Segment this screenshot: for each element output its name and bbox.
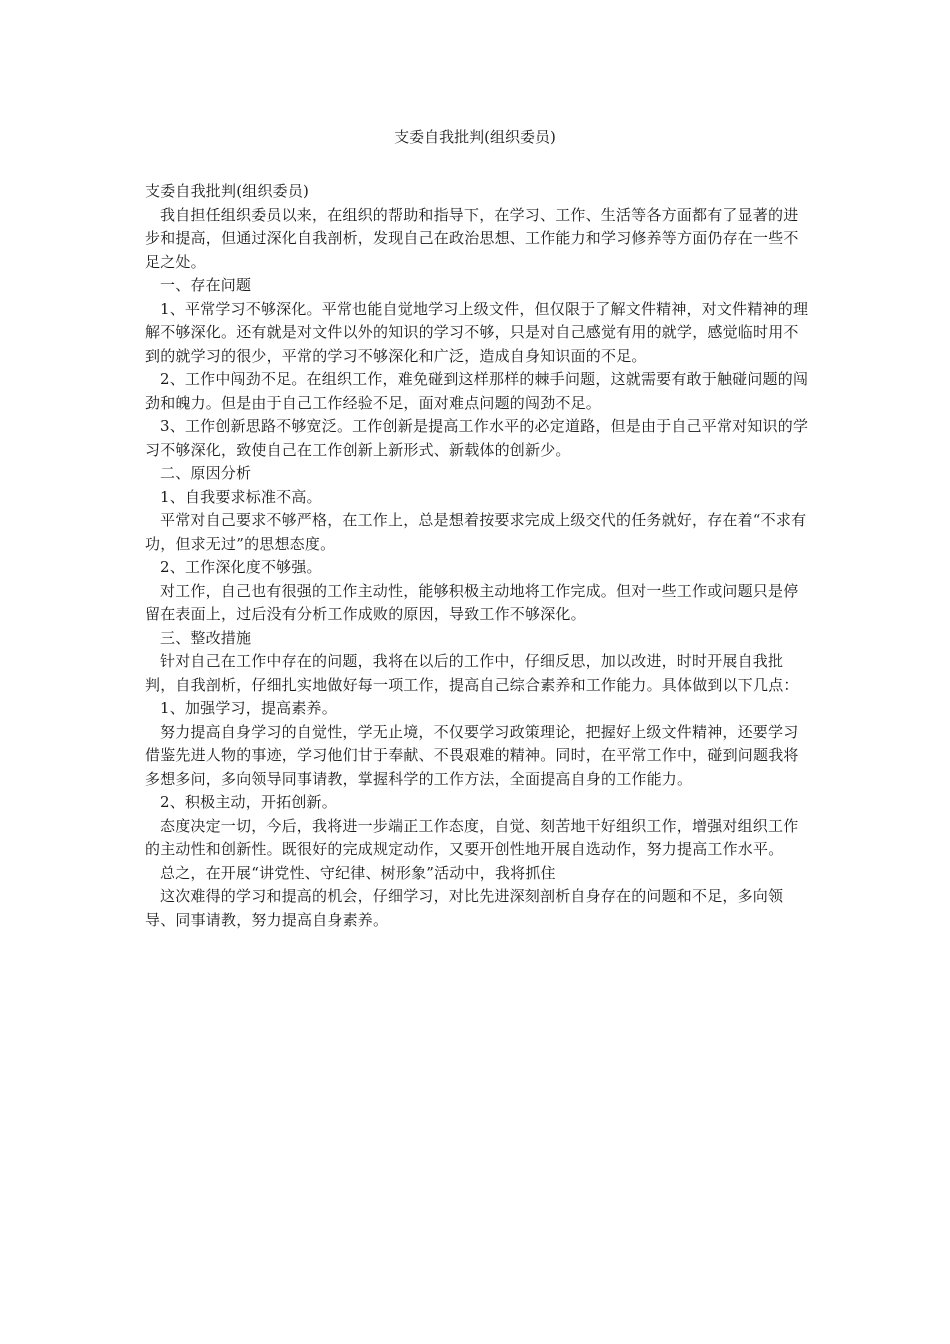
paragraph-conclusion-2: 这次难得的学习和提高的机会，仔细学习，对比先进深刻剖析自身存在的问题和不足，多向领导、同事请教，努力提高自身素养。 <box>145 887 784 929</box>
paragraph-problem-3: 3、工作创新思路不够宽泛。工作创新是提高工作水平的必定道路，但是由于自己平常对知识的学习不够深化，致使自己在工作创新上新形式、新载体的创新少。 <box>145 417 809 459</box>
document-body <box>145 180 809 932</box>
paragraph-conclusion-1: 总之，在开展“讲党性、守纪律、树形象”活动中，我将抓住 <box>160 863 556 882</box>
paragraph-cause-2: 对工作，自己也有很强的工作主动性，能够积极主动地将工作完成。但对一些工作或问题只是停留在表面上，过后没有分析工作成败的原因，导致工作不够深化。 <box>145 581 799 623</box>
measure-2-heading: 2、积极主动，开拓创新。 <box>160 793 337 811</box>
paragraph-subtitle: 支委自我批判(组织委员) <box>145 182 310 200</box>
paragraph-problem-1: 1、平常学习不够深化。平常也能自觉地学习上级文件，但仅限于了解文件精神，对文件精神的理解不够深化。还有就是对文件以外的知识的学习不够，只是对自己感觉有用的就学，感觉临时用不到的就学习的很少，平常的学习不够深化和广泛，造成自身知识面的不足。 <box>145 299 809 365</box>
section-heading-causes: 二、原因分析 <box>160 464 252 482</box>
paragraph-measure-1: 努力提高自身学习的自觉性，学无止境，不仅要学习政策理论，把握好上级文件精神，还要学习借鉴先进人物的事迹，学习他们甘于奉献、不畏艰难的精神。同时，在平常工作中，碰到问题我将多想多问，多向领导同事请教，掌握科学的工作方法，全面提高自身的工作能力。 <box>145 722 799 788</box>
section-heading-problems: 一、存在问题 <box>160 276 252 294</box>
paragraph-measure-2: 态度决定一切，今后，我将进一步端正工作态度，自觉、刻苦地干好组织工作，增强对组织工作的主动性和创新性。既很好的完成规定动作，又要开创性地开展自选动作，努力提高工作水平。 <box>145 816 799 858</box>
paragraph-problem-2: 2、工作中闯劲不足。在组织工作，难免碰到这样那样的棘手问题，这就需要有敢于触碰问题的闯劲和魄力。但是由于自己工作经验不足，面对难点问题的闯劲不足。 <box>145 370 809 412</box>
paragraph-cause-1: 平常对自己要求不够严格，在工作上，总是想着按要求完成上级交代的任务就好，存在着“不求有功，但求无过”的思想态度。 <box>145 511 807 553</box>
section-heading-measures: 三、整改措施 <box>160 628 252 647</box>
cause-1-heading: 1、自我要求标准不高。 <box>160 487 322 506</box>
document-title: 支委自我批判(组织委员) <box>394 128 556 146</box>
paragraph-intro: 我自担任组织委员以来，在组织的帮助和指导下，在学习、工作、生活等各方面都有了显著的进步和提高，但通过深化自我剖析，发现自己在政治思想、工作能力和学习修养等方面仍存在一些不足之处。 <box>145 205 799 271</box>
paragraph-measures-intro: 针对自己在工作中存在的问题，我将在以后的工作中，仔细反思，加以改进，时时开展自我批判，自我剖析，仔细扎实地做好每一项工作，提高自己综合素养和工作能力。具体做到以下几点： <box>145 652 799 694</box>
cause-2-heading: 2、工作深化度不够强。 <box>160 558 322 576</box>
measure-1-heading: 1、加强学习，提高素养。 <box>160 699 337 717</box>
